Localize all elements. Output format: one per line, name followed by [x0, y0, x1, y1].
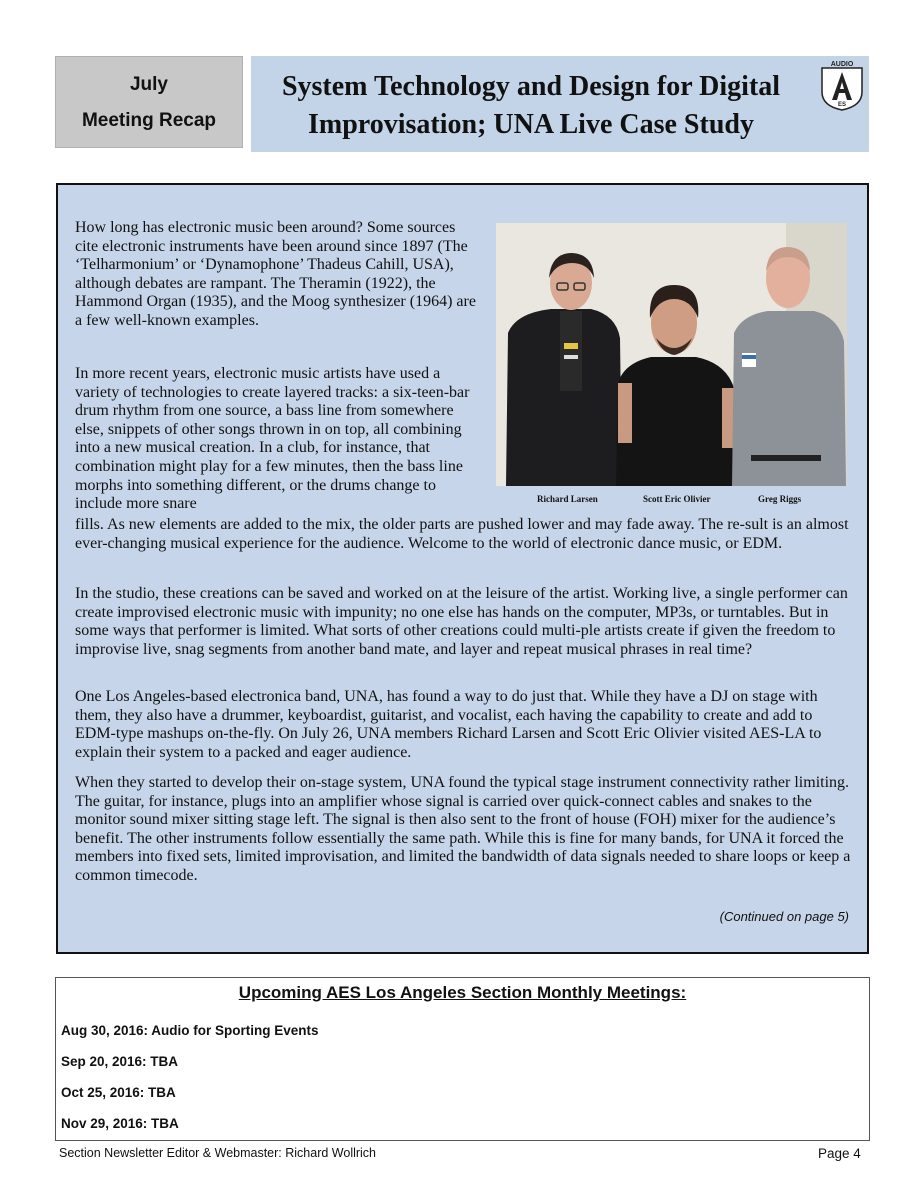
band-photo-illustration — [496, 223, 847, 486]
article-paragraph-3: In the studio, these creations can be saved and worked on at the leisure of the artist. Working live, a single performer can create improvised electronic music with impunity; no one else has hands on the computer, MP3s, or turntables. But in some ways that performer is limited. What sorts of other creations could multi-ple artists create if given the freedom to improvise live, snag segments from another band mate, and layer and repeat musical phrases in real time? — [75, 585, 848, 658]
article-paragraph-2-end: fills. As new elements are added to the mix, the older parts are pushed lower and may fade away. The re-sult is an almost ever-changing musical experience for the audience. Welcome to the world of electronic dance music, or EDM. — [75, 516, 849, 552]
article-paragraph-4: One Los Angeles-based electronica band, UNA, has found a way to do just that. While they have a DJ on stage with them, they also have a drummer, keyboardist, guitarist, and vocalist, each having the capability to create and add to EDM-type mashups on-the-fly. On July 26, UNA members Richard Larsen and Scott Eric Olivier visited AES-LA to explain their system to a packed and eager audience. — [75, 688, 822, 761]
upcoming-meetings-box — [55, 977, 870, 1141]
title-banner — [251, 56, 869, 152]
caption-richard-larsen: Richard Larsen — [537, 494, 598, 504]
meeting-item: Oct 25, 2016: TBA — [61, 1085, 176, 1100]
page-title-line2: Improvisation; UNA Live Case Study — [308, 109, 754, 140]
continued-note: (Continued on page 5) — [719, 909, 849, 924]
article-paragraph-1: How long has electronic music been around? Some sources cite electronic instruments have been around since 1897 (The ‘Telharmonium’ or ‘Dynamophone’ Thadeus Cahill, USA), although debates are rampant. The Theramin (1922), the Hammond Organ (1935), and the Moog synthesizer (1964) are a few well-known examples. — [75, 219, 476, 329]
logo-text-bottom: ES — [837, 102, 847, 108]
section-tag — [55, 56, 243, 148]
caption-scott-eric-olivier: Scott Eric Olivier — [643, 494, 711, 504]
caption-greg-riggs: Greg Riggs — [758, 494, 802, 504]
article-paragraph-2-start: In more recent years, electronic music artists have used a variety of technologies to create layered tracks: a six-teen-bar drum rhythm from one source, a bass line from somewhere else, snippets of other songs thrown in on top, all combining into a new musical creation. In a club, for instance, that combination might play for a few minutes, then the bass line morphs into something different, or the drums change to include more snare — [75, 365, 470, 513]
footer-editor: Section Newsletter Editor & Webmaster: Richard Wollrich — [59, 1146, 377, 1160]
page-number: Page 4 — [818, 1146, 861, 1161]
meeting-item: Nov 29, 2016: TBA — [61, 1116, 179, 1131]
article-paragraph-5: When they started to develop their on-stage system, UNA found the typical stage instrument connectivity rather limiting. The guitar, for instance, plugs into an amplifier whose signal is carried over quick-connect cables and snakes to the monitor sound mixer sitting stage left. The signal is then also sent to the front of house (FOH) mixer for the audience’s benefit. The other instruments follow essentially the same path. While this is fine for many bands, for UNA it forced the members into fixed sets, limited improvisation, and limited the bandwidth of data signals needed to share loops or keep a common timecode. — [75, 774, 851, 884]
band-photo — [496, 223, 847, 486]
page-title — [251, 68, 811, 144]
page-title-line1: System Technology and Design for Digital — [281, 71, 781, 102]
meeting-item: Sep 20, 2016: TBA — [61, 1054, 179, 1069]
logo-text-top: AUDIO — [830, 61, 854, 68]
upcoming-meetings-title: Upcoming AES Los Angeles Section Monthly Meetings: — [238, 983, 687, 1002]
aes-logo — [817, 58, 867, 112]
meeting-item: Aug 30, 2016: Audio for Sporting Events — [61, 1023, 319, 1038]
section-tag-month: July — [129, 74, 169, 95]
section-tag-label: Meeting Recap — [81, 110, 217, 131]
